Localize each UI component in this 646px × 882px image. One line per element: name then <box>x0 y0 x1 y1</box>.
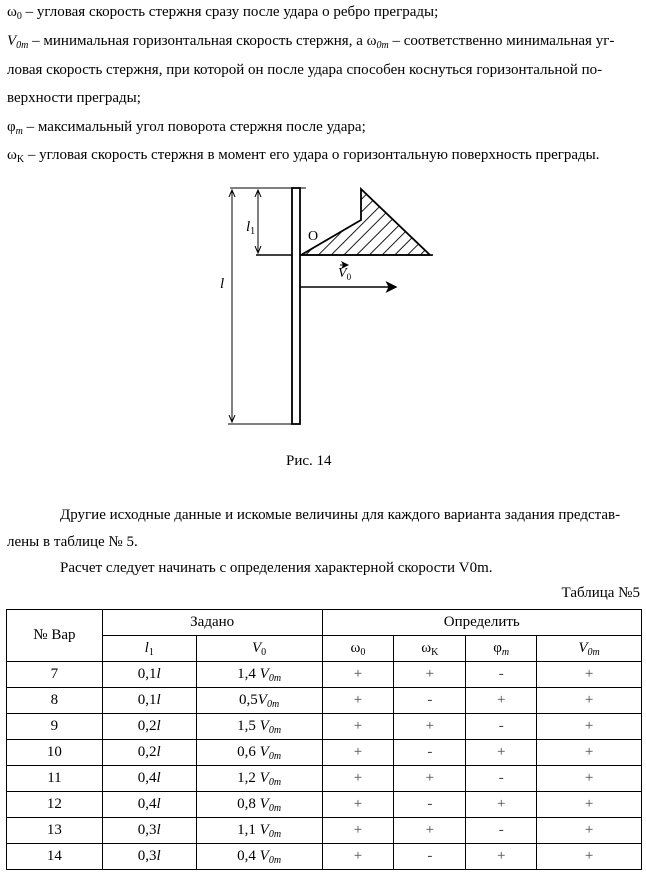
subheader: $\omega_0$ <box>322 636 394 662</box>
cell-w0: + <box>322 792 394 818</box>
def-v0m-cont: ловая скорость стержня, при которой он после удара способен коснуться горизонтальной по- <box>7 62 603 78</box>
cell-l1: 0,1l <box>102 662 196 688</box>
header-var: № Вар <box>7 610 103 662</box>
def-omegak: $\omega_K$ – угловая скорость стержня в момент его удара о горизонтальную поверхность преграды. <box>7 147 600 165</box>
cell-wk: + <box>394 766 466 792</box>
paragraph-1-cont: лены в таблице № 5. <box>7 534 138 550</box>
label-O: O <box>308 229 319 244</box>
cell-phi: - <box>466 662 537 688</box>
subheader: $\varphi_m$ <box>466 636 537 662</box>
cell-var: 7 <box>7 662 103 688</box>
cell-phi: + <box>466 740 537 766</box>
cell-l1: 0,2l <box>102 714 196 740</box>
table-row <box>7 714 642 740</box>
cell-phi: + <box>466 844 537 870</box>
data-table <box>6 609 642 870</box>
cell-v0: 0,4 $V_{0m}$ <box>196 844 322 870</box>
cell-wk: - <box>394 792 466 818</box>
cell-phi: + <box>466 792 537 818</box>
cell-phi: + <box>466 688 537 714</box>
cell-w0: + <box>322 714 394 740</box>
cell-l1: 0,4l <box>102 792 196 818</box>
cell-v0m: + <box>537 662 642 688</box>
subheader: $\omega_K$ <box>394 636 466 662</box>
cell-v0: 0,6 $V_{0m}$ <box>196 740 322 766</box>
table-row <box>7 844 642 870</box>
header-given: Задано <box>102 610 322 636</box>
cell-v0m: + <box>537 740 642 766</box>
cell-wk: + <box>394 662 466 688</box>
table-row <box>7 818 642 844</box>
cell-var: 10 <box>7 740 103 766</box>
cell-wk: + <box>394 714 466 740</box>
cell-var: 11 <box>7 766 103 792</box>
cell-l1: 0,3l <box>102 844 196 870</box>
def-v0m: $V_{0m}$ – минимальная горизонтальная скорость стержня, а $\omega_{0m}$ – соответственно минимальная уг- <box>7 33 615 51</box>
def-omega0: $\omega_0$ – угловая скорость стержня сразу после удара о ребро преграды; <box>7 4 439 22</box>
cell-phi: - <box>466 766 537 792</box>
paragraph-2: Расчет следует начинать с определения характерной скорости V0m. <box>60 560 493 576</box>
rod <box>292 188 300 424</box>
cell-w0: + <box>322 688 394 714</box>
cell-w0: + <box>322 662 394 688</box>
barrier <box>301 189 430 255</box>
cell-var: 8 <box>7 688 103 714</box>
label-l1: $l_1$ <box>246 219 256 237</box>
cell-l1: 0,2l <box>102 740 196 766</box>
subheader: $l_1$ <box>102 636 196 662</box>
table-row <box>7 766 642 792</box>
cell-v0: 1,1 $V_{0m}$ <box>196 818 322 844</box>
cell-var: 13 <box>7 818 103 844</box>
subheader: $V_0$ <box>196 636 322 662</box>
cell-v0m: + <box>537 844 642 870</box>
cell-var: 12 <box>7 792 103 818</box>
label-l: l <box>220 276 225 292</box>
cell-l1: 0,1l <box>102 688 196 714</box>
cell-w0: + <box>322 740 394 766</box>
cell-v0: 1,4 $V_{0m}$ <box>196 662 322 688</box>
figure-caption: Рис. 14 <box>286 453 332 469</box>
cell-v0: 0,8 $V_{0m}$ <box>196 792 322 818</box>
figure-14 <box>0 0 646 440</box>
header-find: Определить <box>322 610 642 636</box>
cell-wk: - <box>394 688 466 714</box>
cell-v0: 1,5 $V_{0m}$ <box>196 714 322 740</box>
def-v0m-cont2: верхности преграды; <box>7 90 141 106</box>
cell-l1: 0,4l <box>102 766 196 792</box>
cell-wk: + <box>394 818 466 844</box>
cell-phi: - <box>466 818 537 844</box>
table-title: Таблица №5 <box>561 585 640 601</box>
cell-v0m: + <box>537 792 642 818</box>
cell-v0m: + <box>537 714 642 740</box>
cell-var: 9 <box>7 714 103 740</box>
def-phim: $\varphi_m$ – максимальный угол поворота стержня после удара; <box>7 119 366 137</box>
cell-phi: - <box>466 714 537 740</box>
cell-v0m: + <box>537 818 642 844</box>
cell-v0m: + <box>537 766 642 792</box>
cell-wk: - <box>394 844 466 870</box>
cell-w0: + <box>322 766 394 792</box>
cell-w0: + <box>322 818 394 844</box>
label-V0: $V_0$ <box>338 266 352 282</box>
cell-wk: - <box>394 740 466 766</box>
cell-l1: 0,3l <box>102 818 196 844</box>
cell-v0: 1,2 $V_{0m}$ <box>196 766 322 792</box>
table-row <box>7 688 642 714</box>
table-row <box>7 740 642 766</box>
cell-v0: $0,5V_{0m}$ <box>196 688 322 714</box>
cell-v0m: + <box>537 688 642 714</box>
table-row <box>7 792 642 818</box>
paragraph-1: Другие исходные данные и искомые величины для каждого варианта задания представ- <box>60 507 621 523</box>
cell-w0: + <box>322 844 394 870</box>
table-row <box>7 662 642 688</box>
cell-var: 14 <box>7 844 103 870</box>
subheader: $V_{0m}$ <box>537 636 642 662</box>
